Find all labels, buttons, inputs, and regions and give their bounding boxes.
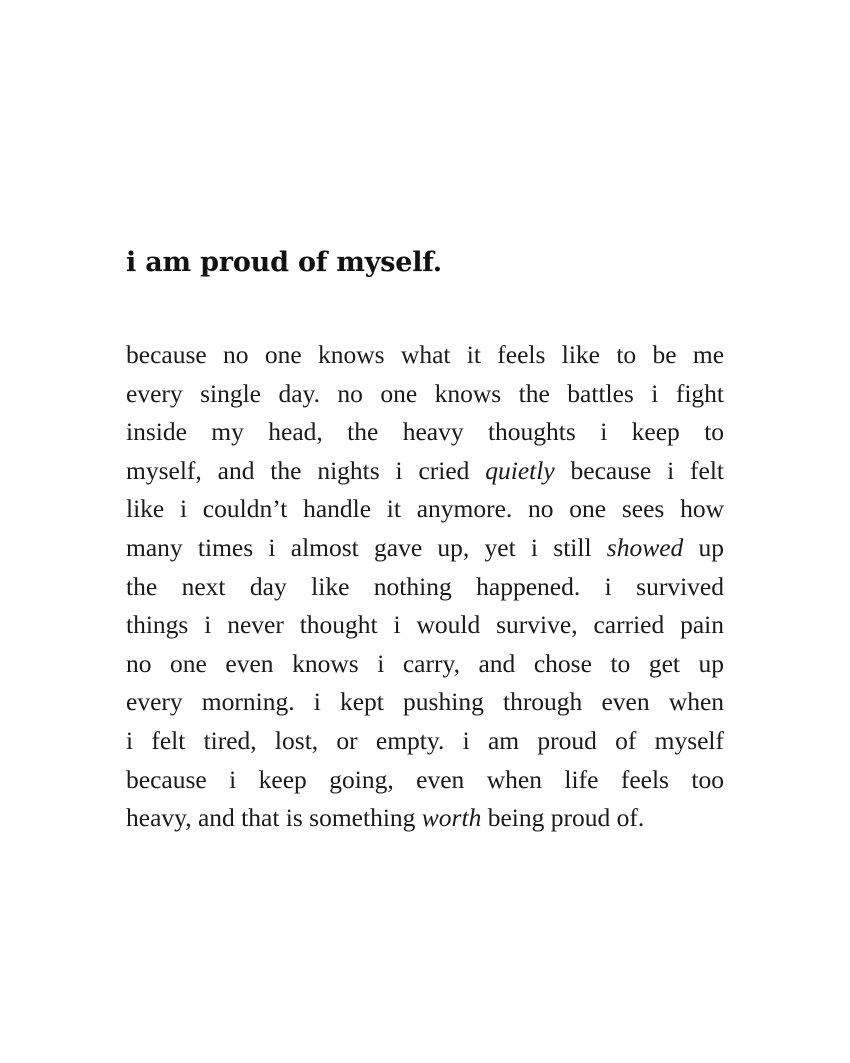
text-segment: the next day like nothing happened. i survived bbox=[126, 571, 724, 601]
text-segment: things i never thought i would survive, carried pain bbox=[126, 610, 725, 640]
text-line bbox=[126, 761, 724, 800]
text-line bbox=[126, 490, 724, 529]
text-segment: like i couldn’t handle it anymore. no one sees how bbox=[126, 494, 724, 524]
text-line bbox=[126, 683, 724, 722]
text-line bbox=[126, 375, 724, 414]
text-segment: every morning. i kept pushing through even when bbox=[126, 687, 725, 717]
text-segment: many times i almost gave up, yet i still bbox=[126, 532, 607, 562]
text-line bbox=[126, 799, 724, 838]
text-segment: because no one knows what it feels like to be me bbox=[126, 340, 725, 369]
emphasis-text: quietly bbox=[485, 455, 555, 485]
text-line bbox=[126, 568, 724, 607]
text-segment: because i felt bbox=[554, 455, 724, 485]
text-line bbox=[126, 722, 724, 761]
emphasis-text: showed bbox=[606, 532, 684, 562]
text-segment: every single day. no one knows the battles i fight bbox=[126, 378, 724, 408]
text-segment: i felt tired, lost, or empty. i am proud of myself bbox=[126, 725, 725, 755]
text-segment: up bbox=[683, 532, 725, 562]
page-title: i am proud of myself. bbox=[126, 247, 442, 278]
text-segment: being proud of. bbox=[481, 803, 645, 833]
emphasis-text: worth bbox=[421, 803, 482, 833]
text-segment: myself, and the nights i cried bbox=[126, 455, 486, 485]
text-line bbox=[126, 336, 724, 375]
text-line bbox=[126, 413, 724, 452]
text-line bbox=[126, 606, 724, 645]
text-line bbox=[126, 645, 724, 684]
text-segment: heavy, and that is something bbox=[126, 803, 422, 833]
poem-page bbox=[126, 243, 724, 838]
text-segment: inside my head, the heavy thoughts i keep to bbox=[126, 417, 725, 447]
text-line bbox=[126, 529, 724, 568]
text-line bbox=[126, 452, 724, 491]
text-segment: because i keep going, even when life feels too bbox=[126, 764, 725, 794]
body-text bbox=[126, 336, 724, 838]
text-segment: no one even knows i carry, and chose to get up bbox=[126, 648, 725, 678]
